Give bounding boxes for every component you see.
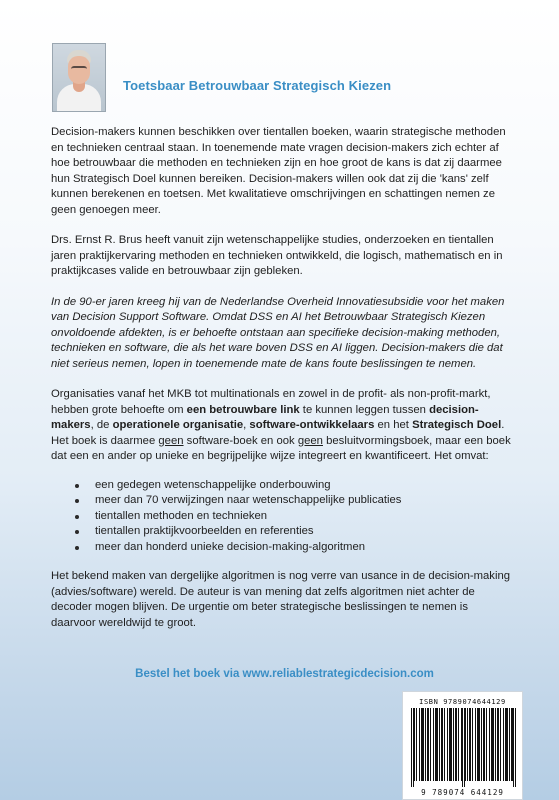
isbn-barcode <box>402 691 523 800</box>
bullet-item: tientallen methoden en technieken <box>51 509 513 525</box>
text-segment: software-boek en ook <box>183 434 298 447</box>
paragraph-organisations <box>51 387 513 465</box>
bold-software-developers: software-ontwikkelaars <box>249 419 375 431</box>
bold-operational-organisation: operationele organisatie <box>112 419 244 431</box>
underlined-geen: geen <box>158 434 184 447</box>
bullet-item: tientallen praktijkvoorbeelden en referenties <box>51 524 513 540</box>
text-segment: te kunnen leggen tussen <box>299 403 430 416</box>
paragraph-intro: Decision-makers kunnen beschikken over tientallen boeken, waarin strategische methoden en technieken centraal staan. In toenemende mate vragen decision-makers zich echter af hoe betrouwbaar die methoden en technieken zijn en hoe groot de kans is dat zij daarmee hun Strategisch Doel kunnen bereiken. Decision-makers willen ook dat zij die 'kans' zelf kunnen berekenen en toetsen. Met kwalitatieve omschrijvingen en schattingen nemen ze geen genoegen meer. <box>51 126 506 216</box>
barcode-guard-center <box>462 708 465 787</box>
bold-link-phrase: een betrouwbare link <box>186 403 300 416</box>
bold-strategic-goal: Strategisch Doel <box>412 419 502 431</box>
barcode-digits: 9 789074 644129 <box>403 788 522 797</box>
text-segment: en het <box>374 419 413 431</box>
text-segment: besluitvormingsboek, maar een boek dat een en ander op unieke en begrijpelijke wijze integreert en kwantificeert. Het omvat: <box>51 434 511 462</box>
bullet-item: meer dan honderd unieke decision-making-algoritmen <box>51 540 513 556</box>
text-segment: , <box>243 419 250 431</box>
text-segment: , de <box>90 419 113 431</box>
author-photo-glasses <box>71 66 87 72</box>
book-title: Toetsbaar Betrouwbaar Strategisch Kiezen <box>123 78 392 93</box>
isbn-label: ISBN 9789074644129 <box>419 698 506 706</box>
bold-decision-makers: decision-makers <box>51 403 479 431</box>
barcode-guard-right <box>513 708 516 787</box>
text-segment: Organisaties vanaf het MKB tot multinationals en zowel in de profit- als non-profit-markt, hebben grote behoefte om <box>51 388 491 416</box>
text-segment: . Het boek is daarmee <box>51 419 505 447</box>
order-link[interactable]: Bestel het boek via www.reliablestrategicdecision.com <box>135 668 434 680</box>
paragraph-history: In de 90-er jaren kreeg hij van de Nederlandse Overheid Innovatiesubsidie voor het maken van Decision Support Software. Omdat DSS en AI het Betrouwbaar Strategisch Kiezen onvoldoende afdekten, is er behoefte ontstaan aan specifieke decision-making methoden, technieken en software, die als het ware boven DSS en AI liggen. Decision-makers die dat niet serieus nemen, lopen in toenemende mate de kans foute beslissingen te nemen. <box>51 295 505 370</box>
back-cover-text <box>51 125 513 646</box>
bullet-item: een gedegen wetenschappelijke onderbouwing <box>51 478 513 494</box>
underlined-geen: geen <box>297 434 323 447</box>
paragraph-author: Drs. Ernst R. Brus heeft vanuit zijn wetenschappelijke studies, onderzoeken en tientallen jaren praktijkervaring methoden en technieken ontwikkeld, die logisch, mathematisch en in praktijkcases valide en betrouwbaar zijn gebleken. <box>51 234 503 277</box>
contents-bullet-list <box>51 478 513 556</box>
bullet-item: meer dan 70 verwijzingen naar wetenschappelijke publicaties <box>51 493 513 509</box>
paragraph-algorithms: Het bekend maken van dergelijke algoritmen is nog verre van usance in de decision-making (advies/software) wereld. De auteur is van mening dat zelfs algoritmen niet achter de decoder mogen blijven. De urgentie om beter strategische beslissingen te nemen is daarvoor wereldwijd te groot. <box>51 570 511 629</box>
barcode-guard-left <box>411 708 414 787</box>
author-photo <box>52 43 106 112</box>
